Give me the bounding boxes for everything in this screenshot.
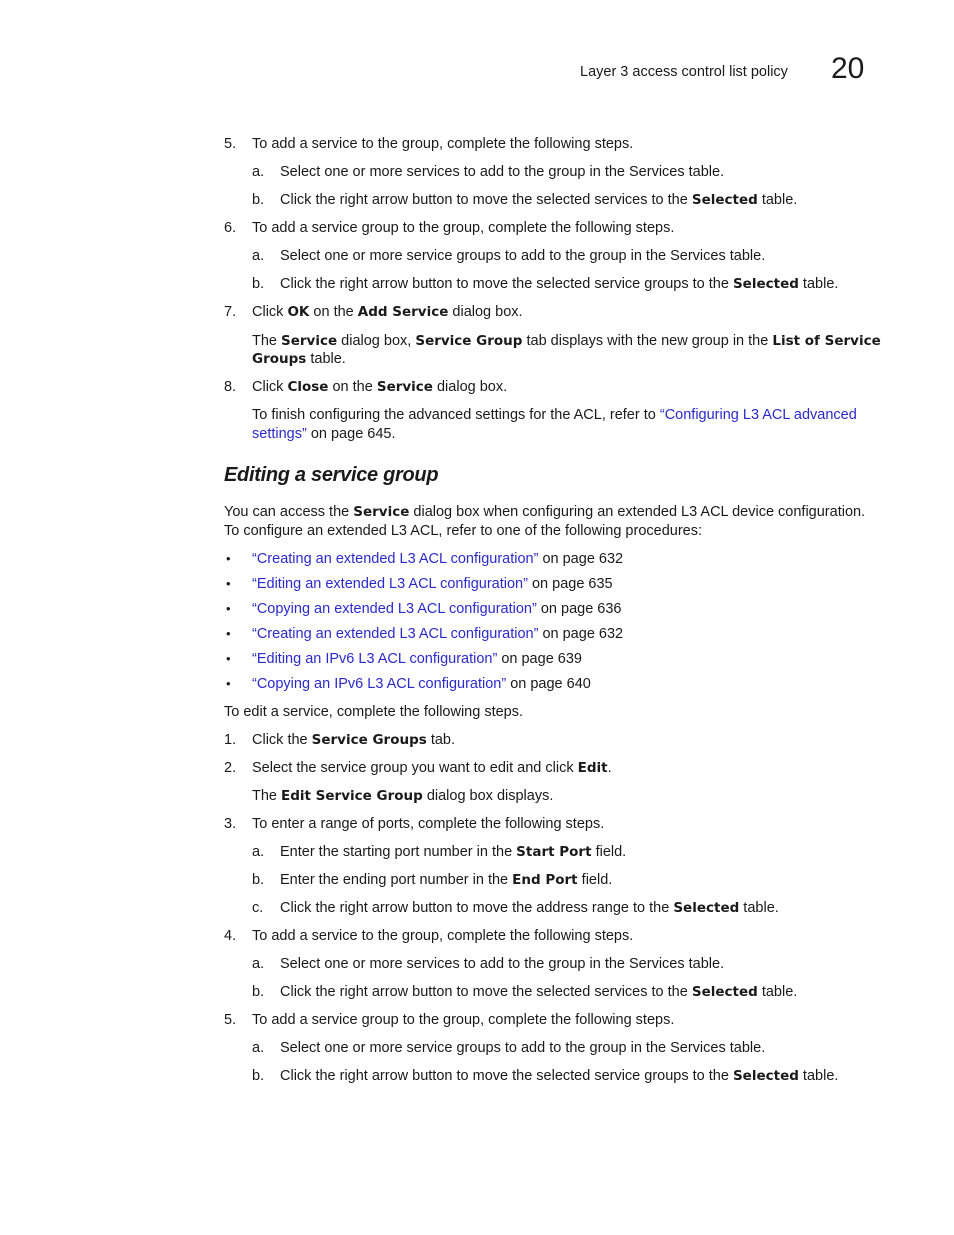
list-item: “Creating an extended L3 ACL configuration” on page 632 [252,626,624,642]
bullet-icon: • [226,576,231,591]
substep-text: Select one or more service groups to add to the group in the Services table. [280,1040,766,1056]
substep-letter: a. [252,164,265,180]
substep-text: Select one or more services to add to the group in the Services table. [280,956,725,972]
intro-paragraph: You can access the Service dialog box when configuring an extended L3 ACL device configuration. [224,504,866,520]
bullet-icon: • [226,626,231,641]
substep-text: Click the right arrow button to move the selected service groups to the Selected table. [280,1068,839,1084]
substep-text: Click the right arrow button to move the selected services to the Selected table. [280,984,798,1000]
list-item: “Creating an extended L3 ACL configuration” on page 632 [252,551,624,567]
xref-link[interactable]: settings” [252,426,307,442]
step-number: 3. [224,816,237,832]
step-number: 4. [224,928,237,944]
step-text: Click the Service Groups tab. [252,732,456,748]
step-number: 6. [224,220,237,236]
bullet-icon: • [226,651,231,666]
list-item: “Copying an IPv6 L3 ACL configuration” on page 640 [252,676,591,692]
step-number: 5. [224,136,237,152]
step-text: To enter a range of ports, complete the following steps. [252,816,605,832]
step-note: settings” on page 645. [252,426,396,442]
chapter-number: 20 [831,52,865,85]
step-note: The Edit Service Group dialog box displays. [252,788,554,804]
step-note: To finish configuring the advanced settings for the ACL, refer to “Configuring L3 ACL advanced [252,407,857,423]
substep-text: Enter the ending port number in the End Port field. [280,872,613,888]
xref-link[interactable]: “Configuring L3 ACL advanced [659,407,857,423]
step-text: To add a service group to the group, complete the following steps. [252,1012,675,1028]
xref-link[interactable]: “Editing an IPv6 L3 ACL configuration” [252,651,498,667]
intro-paragraph: To configure an extended L3 ACL, refer to one of the following procedures: [224,523,703,539]
section-title: Layer 3 access control list policy [580,64,788,80]
substep-text: Click the right arrow button to move the selected service groups to the Selected table. [280,276,839,292]
step-number: 5. [224,1012,237,1028]
substep-letter: a. [252,956,265,972]
xref-link[interactable]: “Creating an extended L3 ACL configuration” [252,551,539,567]
step-text: Select the service group you want to edit and click Edit. [252,760,612,776]
step-note: The Service dialog box, Service Group tab displays with the new group in the List of Service [252,333,881,349]
substep-text: Click the right arrow button to move the selected services to the Selected table. [280,192,798,208]
edit-intro: To edit a service, complete the following steps. [224,704,524,720]
bullet-icon: • [226,601,231,616]
substep-letter: b. [252,276,265,292]
xref-link[interactable]: “Copying an IPv6 L3 ACL configuration” [252,676,507,692]
substep-text: Click the right arrow button to move the address range to the Selected table. [280,900,779,916]
substep-letter: b. [252,984,265,1000]
substep-text: Select one or more service groups to add to the group in the Services table. [280,248,766,264]
xref-link[interactable]: “Creating an extended L3 ACL configuration” [252,626,539,642]
step-text: To add a service to the group, complete the following steps. [252,928,634,944]
substep-letter: b. [252,1068,265,1084]
substep-letter: b. [252,192,265,208]
step-text: To add a service to the group, complete the following steps. [252,136,634,152]
section-heading: Editing a service group [224,464,439,486]
substep-letter: a. [252,1040,265,1056]
step-text: Click Close on the Service dialog box. [252,379,508,395]
step-number: 1. [224,732,237,748]
bullet-icon: • [226,551,231,566]
step-note: Groups table. [252,351,346,367]
xref-link[interactable]: “Editing an extended L3 ACL configuration” [252,576,528,592]
substep-text: Enter the starting port number in the Start Port field. [280,844,627,860]
substep-letter: a. [252,248,265,264]
step-number: 8. [224,379,237,395]
substep-letter: b. [252,872,265,888]
list-item: “Editing an extended L3 ACL configuration” on page 635 [252,576,613,592]
step-text: To add a service group to the group, complete the following steps. [252,220,675,236]
bullet-icon: • [226,676,231,691]
substep-text: Select one or more services to add to the group in the Services table. [280,164,725,180]
list-item: “Copying an extended L3 ACL configuration” on page 636 [252,601,622,617]
step-number: 7. [224,304,237,320]
substep-letter: a. [252,844,265,860]
list-item: “Editing an IPv6 L3 ACL configuration” on page 639 [252,651,582,667]
substep-letter: c. [252,900,264,916]
step-number: 2. [224,760,237,776]
step-text: Click OK on the Add Service dialog box. [252,304,523,320]
xref-link[interactable]: “Copying an extended L3 ACL configuration” [252,601,537,617]
